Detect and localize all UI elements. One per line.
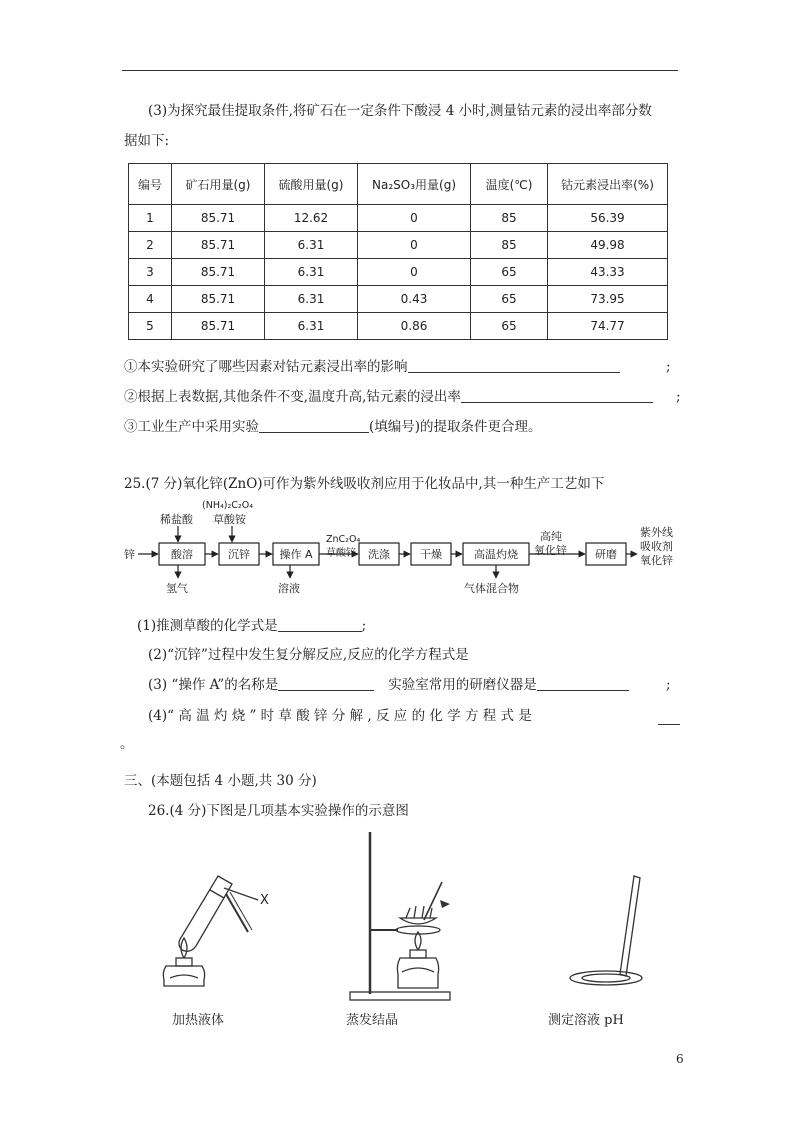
table-row	[129, 313, 668, 340]
figure2-caption: 蒸发结晶	[346, 1013, 399, 1028]
q25-p3-text-a: (3) “操作 A”的名称是	[148, 677, 279, 693]
table-cell: 85.71	[172, 232, 265, 259]
q24-sub3	[124, 417, 542, 437]
q24-part3-line1: (3)为探究最佳提取条件,将矿石在一定条件下酸浸 4 小时,测量钴元素的浸出率部分数	[148, 103, 652, 119]
alcohol-lamp-shape	[397, 958, 438, 988]
figure3-caption: 测定溶液 pH	[548, 1013, 624, 1028]
q25-p4-end: 。	[120, 736, 134, 752]
q25-p1	[137, 616, 366, 636]
table-cell: 85.71	[172, 286, 265, 313]
table-header-cell: 温度(℃)	[471, 164, 548, 205]
q24-sub2-end: ;	[676, 389, 681, 405]
flow-reagent-name: 草酸铵	[213, 513, 246, 526]
table-cell: 0	[358, 232, 471, 259]
q24-part3-line2: 据如下:	[124, 133, 170, 149]
table-cell: 2	[129, 232, 172, 259]
flow-mid-name: 草酸锌	[326, 548, 356, 559]
flow-final-line3: 氧化锌	[640, 554, 673, 567]
table-row	[129, 232, 668, 259]
figure1-caption: 加热液体	[172, 1013, 225, 1028]
table-header-cell: 钴元素浸出率(%)	[548, 164, 668, 205]
q26-title: 26.(4 分)下图是几项基本实验操作的示意图	[148, 803, 409, 819]
flow-box6-label: 高温灼烧	[474, 548, 518, 561]
q24-sub2	[124, 387, 653, 407]
q25-p2: (2)“沉锌”过程中发生复分解反应,反应的化学方程式是	[148, 647, 469, 663]
q25-p3-end: ;	[666, 677, 671, 693]
flow-mid-formula: ZnC₂O₄	[326, 534, 361, 545]
x-label: X	[260, 893, 269, 908]
page-number: 6	[676, 1052, 684, 1066]
q24-sub1-end: ;	[666, 359, 671, 375]
answer-blank[interactable]	[278, 617, 362, 632]
flow-out2-label: 溶液	[278, 582, 300, 595]
table-header-cell: 编号	[129, 164, 172, 205]
q25-title: 25.(7 分)氧化锌(ZnO)可作为紫外线吸收剂应用于化妆品中,其一种生产工艺如下	[124, 476, 605, 492]
flow-box7-label: 研磨	[595, 548, 617, 561]
q25-p4	[148, 706, 532, 726]
table-cell: 56.39	[548, 205, 668, 232]
heating-liquid-figure	[140, 868, 290, 998]
table-row	[129, 286, 668, 313]
table-cell: 85.71	[172, 259, 265, 286]
flow-reagent-formula: (NH₄)₂C₂O₄	[202, 500, 254, 511]
evaporation-figure	[340, 826, 470, 1006]
flow-box5-label: 干燥	[420, 548, 442, 561]
table-header-cell: 矿石用量(g)	[172, 164, 265, 205]
table-cell: 3	[129, 259, 172, 286]
q25-p1-end: ;	[361, 618, 367, 634]
table-cell: 65	[471, 313, 548, 340]
flow-out3-label: 气体混合物	[464, 582, 519, 595]
q25-p4-text: (4)“ 高 温 灼 烧 ” 时 草 酸 锌 分 解 , 反 应 的 化 学 方 程 式 是	[148, 708, 532, 724]
q24-sub1-text: ①本实验研究了哪些因素对钴元素浸出率的影响	[124, 359, 408, 375]
answer-blank[interactable]	[408, 358, 620, 373]
table-header-cell: 硫酸用量(g)	[265, 164, 358, 205]
table-row	[129, 259, 668, 286]
flow-box1-label: 酸溶	[171, 548, 193, 561]
table-cell: 85.71	[172, 205, 265, 232]
answer-blank[interactable]	[259, 418, 369, 433]
flow-box3-label: 操作 A	[279, 548, 313, 561]
table-header-row	[129, 164, 668, 205]
q24-sub1	[124, 357, 620, 377]
table-cell: 5	[129, 313, 172, 340]
table-cell: 49.98	[548, 232, 668, 259]
q24-sub2-text: ②根据上表数据,其他条件不变,温度升高,钴元素的浸出率	[124, 389, 461, 405]
table-cell: 74.77	[548, 313, 668, 340]
ph-paper-dish	[570, 971, 642, 985]
test-tube-shape	[179, 876, 232, 951]
answer-blank[interactable]	[658, 710, 680, 725]
flow-final-line2: 吸收剂	[640, 540, 673, 553]
flow-box2-label: 沉锌	[228, 548, 250, 561]
section3-title: 三、(本题包括 4 小题,共 30 分)	[124, 773, 317, 789]
flow-start-label: 锌	[124, 548, 135, 561]
q25-p3-text-b: 实验室常用的研磨仪器是	[388, 677, 537, 693]
table-cell: 0.43	[358, 286, 471, 313]
table-cell: 12.62	[265, 205, 358, 232]
ph-test-figure	[560, 872, 660, 992]
table-cell: 6.31	[265, 313, 358, 340]
zinc-oxide-process-flowchart	[120, 498, 690, 598]
table-cell: 4	[129, 286, 172, 313]
table-cell: 85.71	[172, 313, 265, 340]
table-cell: 6.31	[265, 259, 358, 286]
flow-final-line1: 紫外线	[640, 526, 673, 539]
table-cell: 0	[358, 259, 471, 286]
answer-blank[interactable]	[278, 676, 374, 691]
q24-sub3-text-b: (填编号)的提取条件更合理。	[369, 419, 542, 435]
iron-stand-base	[350, 992, 450, 1000]
answer-blank[interactable]	[461, 388, 653, 403]
table-cell: 65	[471, 286, 548, 313]
flow-acid-label: 稀盐酸	[160, 513, 193, 526]
table-cell: 85	[471, 232, 548, 259]
table-header-cell: Na₂SO₃用量(g)	[358, 164, 471, 205]
flow-out1-label: 氢气	[166, 582, 188, 595]
table-cell: 0	[358, 205, 471, 232]
leaching-data-table	[128, 163, 668, 340]
flow-prod1-line2: 氧化锌	[534, 544, 567, 557]
flow-box4-label: 洗涤	[368, 548, 390, 561]
q25-p3	[148, 675, 629, 695]
q25-p1-text: (1)推测草酸的化学式是	[137, 618, 278, 634]
flow-prod1-line1: 高纯	[540, 530, 562, 543]
table-cell: 6.31	[265, 232, 358, 259]
answer-blank[interactable]	[537, 676, 629, 691]
table-cell: 6.31	[265, 286, 358, 313]
alcohol-lamp-shape	[163, 966, 204, 986]
header-rule	[122, 70, 678, 71]
q24-sub3-text-a: ③工业生产中采用实验	[124, 419, 259, 435]
table-cell: 1	[129, 205, 172, 232]
table-cell: 85	[471, 205, 548, 232]
table-cell: 0.86	[358, 313, 471, 340]
table-cell: 73.95	[548, 286, 668, 313]
glass-rod	[620, 876, 640, 976]
table-cell: 65	[471, 259, 548, 286]
table-cell: 43.33	[548, 259, 668, 286]
table-row	[129, 205, 668, 232]
evaporating-dish	[400, 918, 436, 924]
